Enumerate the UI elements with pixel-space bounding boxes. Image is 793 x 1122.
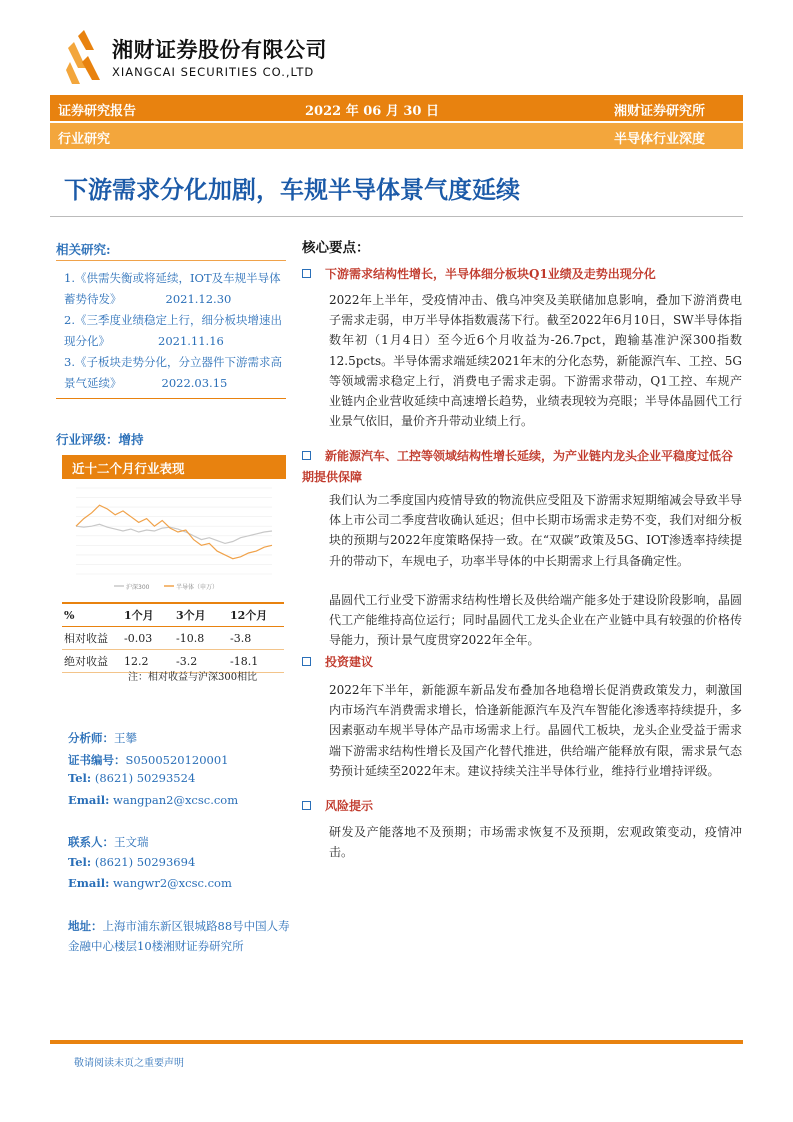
analyst-cert: 证书编号：S0500520120001 <box>68 753 229 767</box>
legend-semi-label: 半导体（申万） <box>176 584 219 591</box>
performance-chart <box>62 482 286 597</box>
report-date: 2022 年 06 月 30 日 <box>305 104 439 119</box>
report-category: 行业研究 <box>58 132 111 147</box>
table-cell: -3.2 <box>174 650 228 673</box>
table-row <box>62 627 284 650</box>
contact-name: 联系人：王文瑞 <box>68 835 149 849</box>
table-cell: -0.03 <box>122 627 174 650</box>
section-heading-demand: 下游需求结构性增长，半导体细分板块Q1业绩及走势出现分化 <box>302 264 742 285</box>
section-paragraph: 2022年上半年，受疫情冲击、俄乌冲突及美联储加息影响，叠加下游消费电子需求走弱，申万半导体指数震荡下行。截至2022年6月10日，SW半导体指数年初（1月4日）至今近6个月收益为-26.7pct，跑输基准沪深300指数12.5pcts。半导体需求端延续2021年末的分化态势，新能源汽车、工控、5G等领域需求稳定上行，消费电子需求走弱。下游需求带动，Q1工控、车规产业链内企业营收延续中高速增长趋势，业绩表现较为亮眼；半导体晶圆代工行业景气依旧，量价齐升带动业绩上行。 <box>329 293 742 429</box>
page-title: 下游需求分化加剧，车规半导体景气度延续 <box>64 176 520 204</box>
table-cell: -18.1 <box>228 650 284 673</box>
title-divider <box>50 216 743 217</box>
series-line-semiconductor <box>76 505 272 559</box>
analyst-tel: Tel: (8621) 50293524 <box>68 771 196 785</box>
table-header: 12个月 <box>228 603 284 627</box>
series-line-hs300 <box>76 524 272 543</box>
section-heading-risk: 风险提示 <box>302 796 742 817</box>
related-item[interactable]: 1.《供需失衡或将延续，IOT及车规半导体蓄势待发》 2021.12.30 <box>64 271 281 306</box>
related-bottom-divider <box>56 398 286 399</box>
header-bar-primary <box>50 95 743 121</box>
related-research-list <box>64 268 284 394</box>
report-subject: 半导体行业深度 <box>613 132 705 147</box>
footer-disclaimer: 敬请阅读末页之重要声明 <box>74 1058 184 1069</box>
analyst-name: 分析师：王攀 <box>68 731 137 745</box>
table-cell: 绝对收益 <box>62 650 122 673</box>
section-paragraph: 我们认为二季度国内疫情导致的物流供应受阻及下游需求短期缩减会导致半导体上市公司二季度营收确认延迟；但中长期市场需求走势不变，我们对细分板块的预期与2022年度策略保持一致。在“双碳”政策及5G、IOT渗透率持续提升的带动下，车规电子，功率半导体的中长期需求上行具备确定性。 <box>329 493 742 568</box>
industry-rating: 行业评级：增持 <box>56 432 144 447</box>
related-item[interactable]: 3.《子板块走势分化，分立器件下游需求高景气延续》 2022.03.15 <box>64 355 282 390</box>
header-bar-secondary <box>50 123 743 149</box>
checkbox-bullet-icon <box>302 801 311 810</box>
office-address: 地址：上海市浦东新区银城路88号中国人寿金融中心楼层10楼湘财证券研究所 <box>68 919 290 953</box>
company-name-cn: 湘财证券股份有限公司 <box>112 38 327 62</box>
table-header-row <box>62 603 284 627</box>
core-points-heading: 核心要点： <box>302 240 370 256</box>
checkbox-bullet-icon <box>302 451 311 460</box>
report-type: 证券研究报告 <box>58 104 137 119</box>
company-logo-icon <box>64 28 104 86</box>
contact-tel: Tel: (8621) 50293694 <box>68 855 196 869</box>
related-research-heading: 相关研究: <box>56 242 111 257</box>
table-note: 注：相对收益与沪深300相比 <box>128 672 258 683</box>
performance-table <box>62 602 284 673</box>
section-heading-growth: 新能源汽车、工控等领域结构性增长延续，为产业链内龙头企业平稳度过低谷期提供保障 <box>302 449 734 484</box>
table-header: 3个月 <box>174 603 228 627</box>
section-heading-invest: 投资建议 <box>302 652 742 673</box>
related-item[interactable]: 2.《三季度业绩稳定上行，细分板块增速出现分化》 2021.11.16 <box>64 313 282 348</box>
institute-name: 湘财证券研究所 <box>613 104 705 119</box>
section-paragraph: 2022年下半年，新能源车新品发布叠加各地稳增长促消费政策发力，刺激国内市场汽车消费需求增长，恰逢新能源汽车及汽车智能化渗透率持续提升，多因素驱动车规半导体产品市场需求上行。晶圆代工板块，龙头企业受益于需求端下游需求结构性增长及国产化替代推进，供给端产能释放有限，需求景气态势预计延续至2022年末。建议持续关注半导体行业，维持行业增持评级。 <box>329 683 742 778</box>
contact-email[interactable]: Email: wangwr2@xcsc.com <box>68 876 232 890</box>
legend-hs300-label: 沪深300 <box>126 584 150 591</box>
analyst-email[interactable]: Email: wangpan2@xcsc.com <box>68 793 239 807</box>
table-header: % <box>62 603 122 627</box>
table-cell: 相对收益 <box>62 627 122 650</box>
table-cell: -3.8 <box>228 627 284 650</box>
footer-divider <box>50 1040 743 1044</box>
company-name-en: XIANGCAI SECURITIES CO.,LTD <box>112 65 315 79</box>
table-header: 1个月 <box>122 603 174 627</box>
related-divider <box>56 260 286 261</box>
table-cell: 12.2 <box>122 650 174 673</box>
checkbox-bullet-icon <box>302 269 311 278</box>
section-paragraph: 晶圆代工行业受下游需求结构性增长及供给端产能多处于建设阶段影响，晶圆代工产能维持高位运行；同时晶圆代工龙头企业在产业链中具有较强的价格传导能力，预计景气度贯穿2022年全年。 <box>329 593 742 648</box>
checkbox-bullet-icon <box>302 657 311 666</box>
section-paragraph: 研发及产能落地不及预期；市场需求恢复不及预期，宏观政策变动，疫情冲击。 <box>329 825 742 860</box>
table-cell: -10.8 <box>174 627 228 650</box>
chart-title: 近十二个月行业表现 <box>62 455 286 479</box>
